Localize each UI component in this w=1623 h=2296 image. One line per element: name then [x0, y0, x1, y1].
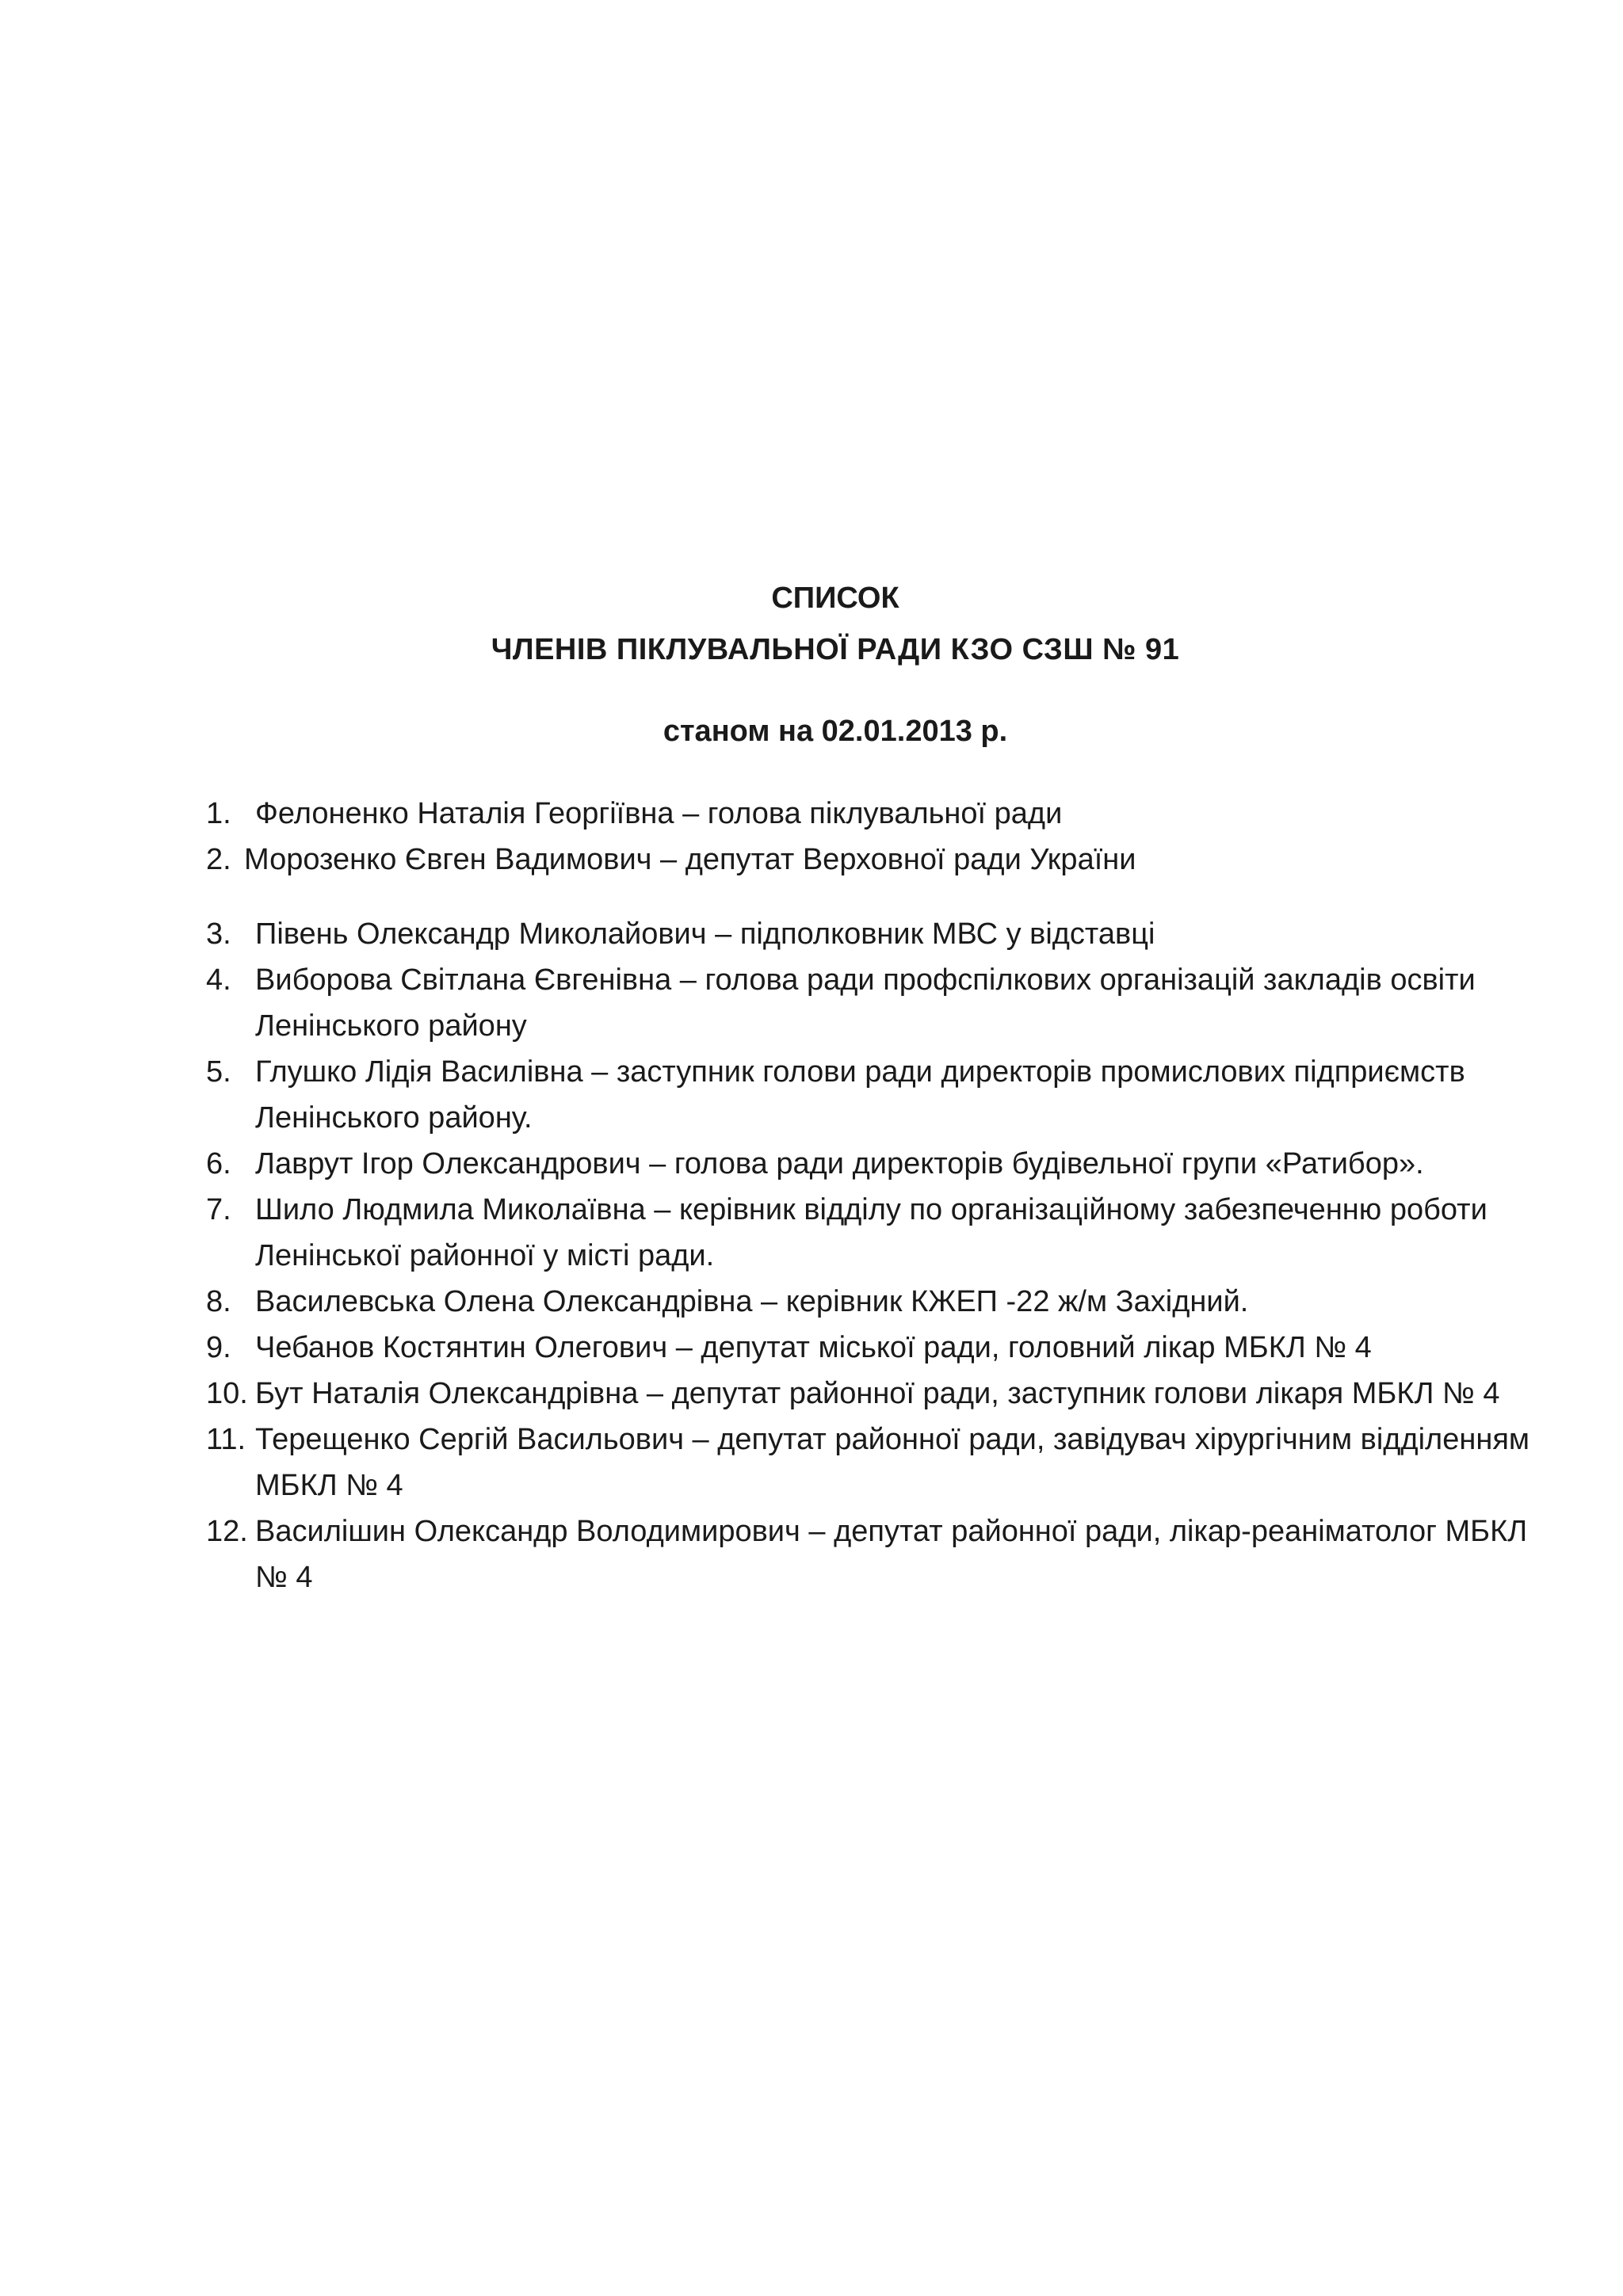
list-item [206, 791, 1537, 837]
list-item-number: 11. [206, 1423, 246, 1456]
list-item-text: Терещенко Сергій Васильович – депутат районної ради, завідувач хірургічним відділенням МБКЛ № 4 [255, 1423, 1530, 1502]
list-item-number: 7. [206, 1193, 231, 1226]
list-item [206, 837, 1537, 883]
list-item-number: 10. [206, 1377, 248, 1410]
list-item-number: 3. [206, 917, 231, 951]
list-item-text: Чебанов Костянтин Олегович – депутат міської ради, головний лікар МБКЛ № 4 [255, 1331, 1372, 1364]
list-item-text: Півень Олександр Миколайович – підполковник МВС у відставці [255, 917, 1155, 951]
list-item-number: 8. [206, 1285, 231, 1318]
document-subtitle: ЧЛЕНІВ ПІКЛУВАЛЬНОЇ РАДИ КЗО СЗШ № 91 [491, 633, 1180, 666]
list-item-text: Шило Людмила Миколаївна – керівник відділу по організаційному забезпеченню роботи Ленінської районної у місті ради. [255, 1193, 1487, 1272]
members-list [206, 791, 1537, 1600]
list-item-number: 9. [206, 1331, 231, 1364]
list-item [206, 1508, 1537, 1600]
list-item-number: 1. [206, 797, 231, 830]
list-item [206, 1279, 1537, 1325]
list-item [206, 1325, 1537, 1371]
list-item-text: Фелоненко Наталія Георгіївна – голова піклувальної ради [255, 797, 1063, 830]
list-item-text: Бут Наталія Олександрівна – депутат районної ради, заступник голови лікаря МБКЛ № 4 [255, 1377, 1500, 1410]
list-item-text: Виборова Світлана Євгенівна – голова ради профспілкових організацій закладів освіти Ленінського району [255, 963, 1476, 1043]
list-item-number: 12. [206, 1515, 248, 1548]
list-item [206, 1417, 1537, 1508]
list-item-number: 5. [206, 1055, 231, 1089]
list-item-text: Глушко Лідія Василівна – заступник голови ради директорів промислових підприємств Ленінського району. [255, 1055, 1465, 1135]
list-item-number: 6. [206, 1147, 231, 1180]
list-item [206, 1049, 1537, 1141]
list-item [206, 911, 1537, 957]
list-item [206, 1141, 1537, 1187]
list-item-text: Василішин Олександр Володимирович – депутат районної ради, лікар-реаніматолог МБКЛ № 4 [255, 1515, 1528, 1594]
document-date-line: станом на 02.01.2013 р. [663, 715, 1008, 748]
list-item [206, 1187, 1537, 1279]
list-item-number: 2. [206, 843, 231, 876]
document-title: СПИСОК [771, 582, 899, 615]
list-item-text: Лаврут Ігор Олександрович – голова ради директорів будівельної групи «Ратибор». [255, 1147, 1424, 1180]
list-item-text: Морозенко Євген Вадимович – депутат Верховної ради України [244, 843, 1136, 876]
list-item [206, 1371, 1537, 1417]
list-item-number: 4. [206, 963, 231, 997]
list-item [206, 957, 1537, 1049]
list-item-text: Василевська Олена Олександрівна – керівник КЖЕП -22 ж/м Західний. [255, 1285, 1249, 1318]
